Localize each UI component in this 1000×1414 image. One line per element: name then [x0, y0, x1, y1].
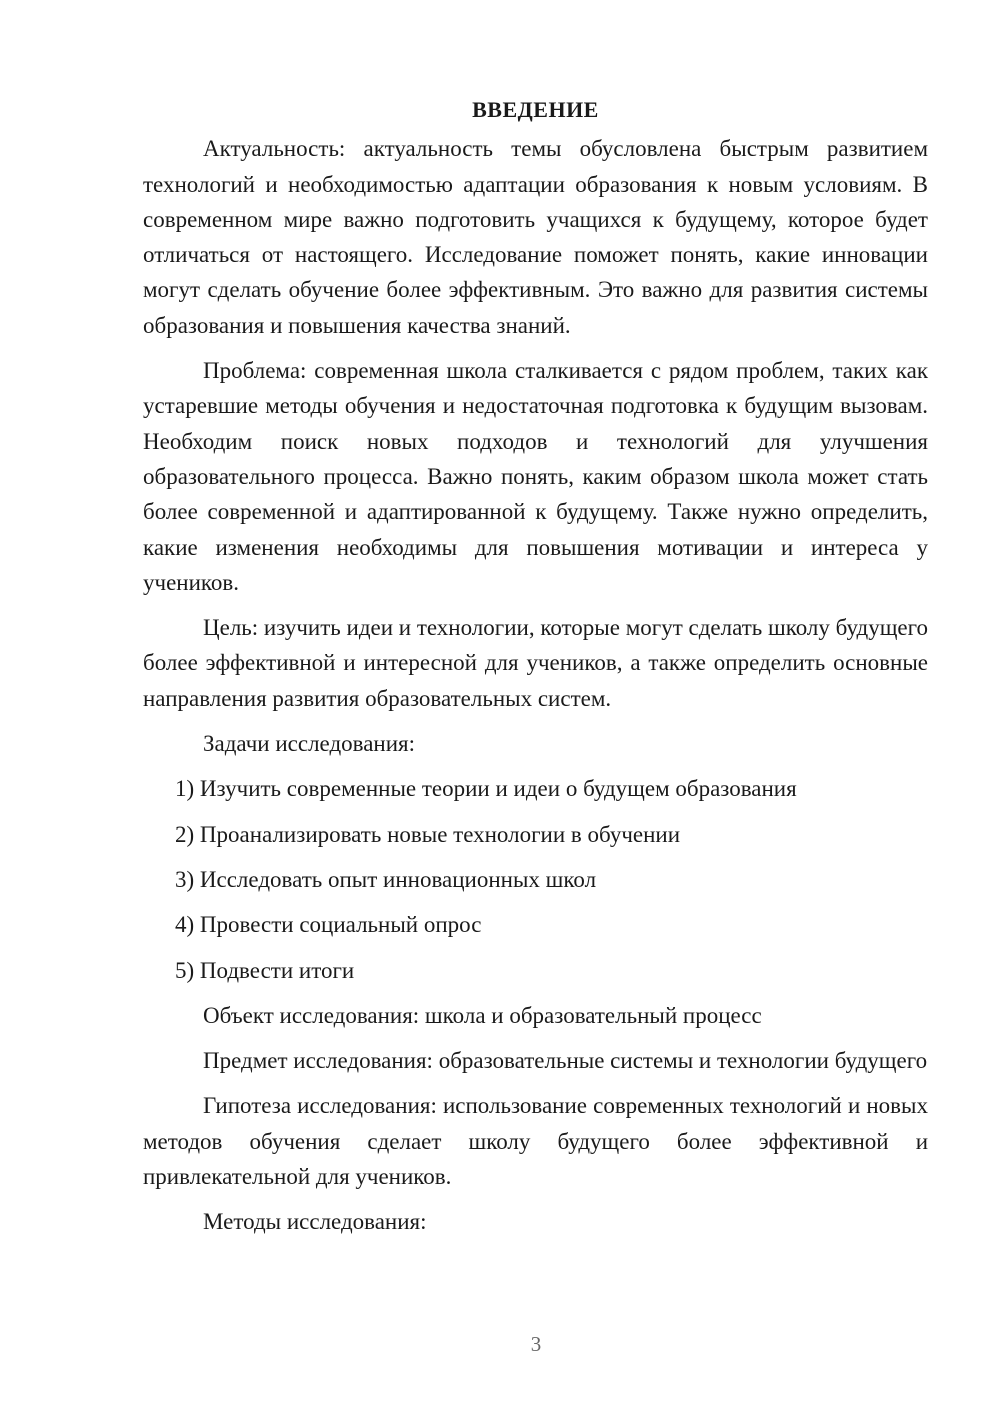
- tasks-list: [143, 771, 928, 987]
- list-item: 2) Проанализировать новые технологии в обучении: [175, 821, 681, 847]
- page-title: ВВЕДЕНИЕ: [472, 97, 599, 122]
- list-item: 1) Изучить современные теории и идеи о будущем образования: [175, 776, 797, 802]
- paragraph-relevance: Актуальность: актуальность темы обусловлена быстрым развитием технологий и необходимостью адаптации образования к новым условиям. В современном мире важно подготовить учащихся к будущему, которое будет отличаться от настоящего. Исследование поможет понять, какие инновации могут сделать обучение более эффективным. Это важно для развития системы образования и повышения качества знаний.: [143, 136, 928, 338]
- paragraph-object: Объект исследования: школа и образовательный процесс: [203, 1002, 762, 1028]
- paragraph-goal: Цель: изучить идеи и технологии, которые могут сделать школу будущего более эффективной и интересной для учеников, а также определить основные направления развития образовательных систем.: [143, 615, 928, 711]
- paragraph-problem: Проблема: современная школа сталкивается с рядом проблем, таких как устаревшие методы обучения и недостаточная подготовка к будущим вызовам. Необходим поиск новых подходов и технологий для улучшения образовательного процесса. Важно понять, каким образом школа может стать более современной и адаптированной к будущему. Также нужно определить, какие изменения необходимы для повышения мотивации и интереса у учеников.: [143, 358, 928, 595]
- list-item: 3) Исследовать опыт инновационных школ: [175, 866, 597, 892]
- list-item: 5) Подвести итоги: [175, 957, 355, 983]
- paragraph-subject: Предмет исследования: образовательные системы и технологии будущего: [203, 1048, 928, 1074]
- paragraph-methods: Методы исследования:: [203, 1209, 427, 1235]
- paragraph-hypothesis: Гипотеза исследования: использование современных технологий и новых методов обучения сделает школу будущего более эффективной и привлекательной для учеников.: [143, 1093, 928, 1190]
- tasks-heading: Задачи исследования:: [203, 731, 416, 757]
- page-content: [143, 92, 928, 1250]
- list-item: 4) Провести социальный опрос: [175, 912, 482, 938]
- page-number: 3: [530, 1332, 542, 1356]
